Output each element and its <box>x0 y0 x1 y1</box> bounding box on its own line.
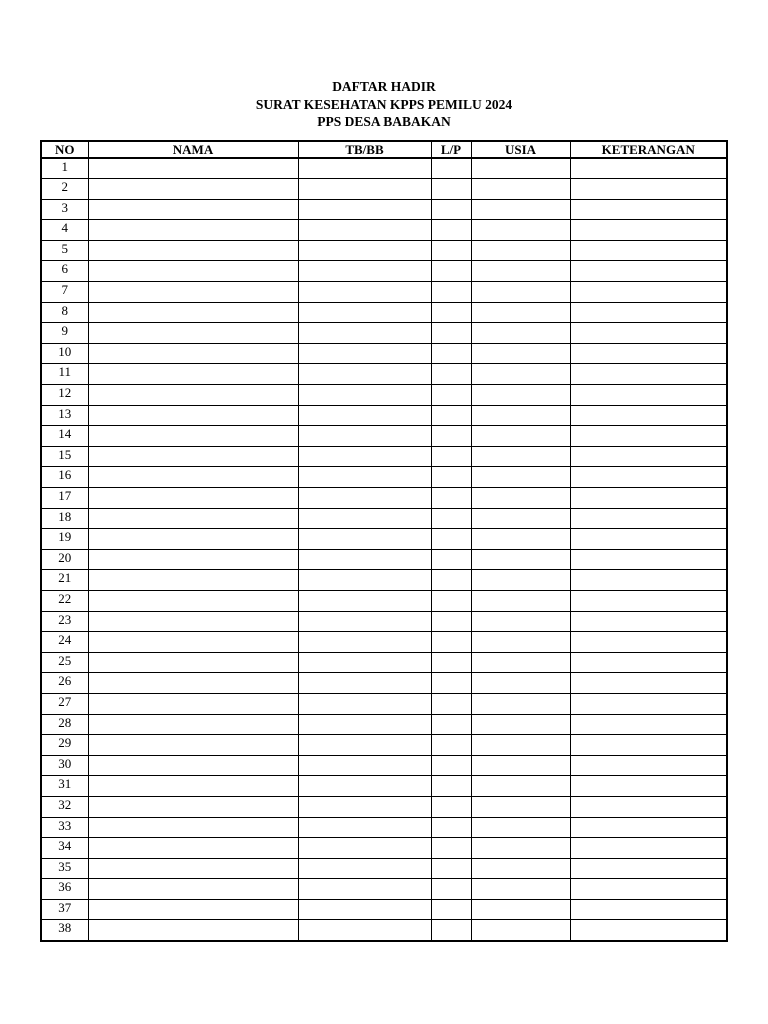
usia-cell <box>471 343 570 364</box>
l-p-cell <box>431 735 471 756</box>
l-p-cell <box>431 385 471 406</box>
usia-cell <box>471 549 570 570</box>
table-row <box>41 796 727 817</box>
keterangan-cell <box>570 508 727 529</box>
tb-bb-cell <box>298 755 431 776</box>
table-row <box>41 529 727 550</box>
table-row <box>41 158 727 179</box>
row-number: 5 <box>41 240 88 261</box>
usia-cell <box>471 755 570 776</box>
l-p-cell <box>431 529 471 550</box>
row-number: 29 <box>41 735 88 756</box>
l-p-cell <box>431 920 471 941</box>
nama-cell <box>88 158 298 179</box>
row-number: 6 <box>41 261 88 282</box>
nama-cell <box>88 179 298 200</box>
nama-cell <box>88 364 298 385</box>
row-number: 3 <box>41 199 88 220</box>
table-row <box>41 343 727 364</box>
row-number: 33 <box>41 817 88 838</box>
table-row <box>41 879 727 900</box>
l-p-cell <box>431 405 471 426</box>
table-row <box>41 426 727 447</box>
tb-bb-cell <box>298 879 431 900</box>
tb-bb-cell <box>298 673 431 694</box>
table-row <box>41 858 727 879</box>
table-row <box>41 240 727 261</box>
tb-bb-cell <box>298 590 431 611</box>
keterangan-cell <box>570 776 727 797</box>
keterangan-cell <box>570 570 727 591</box>
nama-cell <box>88 405 298 426</box>
row-number: 35 <box>41 858 88 879</box>
usia-cell <box>471 405 570 426</box>
table-row <box>41 220 727 241</box>
row-number: 9 <box>41 323 88 344</box>
table-row <box>41 735 727 756</box>
keterangan-cell <box>570 488 727 509</box>
nama-cell <box>88 302 298 323</box>
l-p-cell <box>431 282 471 303</box>
row-number: 4 <box>41 220 88 241</box>
tb-bb-cell <box>298 158 431 179</box>
keterangan-cell <box>570 158 727 179</box>
document-heading <box>0 78 768 131</box>
l-p-cell <box>431 488 471 509</box>
keterangan-cell <box>570 302 727 323</box>
l-p-cell <box>431 611 471 632</box>
usia-cell <box>471 899 570 920</box>
keterangan-cell <box>570 261 727 282</box>
tb-bb-cell <box>298 549 431 570</box>
l-p-cell <box>431 508 471 529</box>
usia-cell <box>471 220 570 241</box>
nama-cell <box>88 693 298 714</box>
nama-cell <box>88 282 298 303</box>
row-number: 37 <box>41 899 88 920</box>
table-row <box>41 282 727 303</box>
nama-cell <box>88 714 298 735</box>
l-p-cell <box>431 343 471 364</box>
table-row <box>41 508 727 529</box>
column-header-l-p: L/P <box>431 141 471 158</box>
table-row <box>41 364 727 385</box>
keterangan-cell <box>570 220 727 241</box>
usia-cell <box>471 508 570 529</box>
l-p-cell <box>431 302 471 323</box>
tb-bb-cell <box>298 899 431 920</box>
l-p-cell <box>431 240 471 261</box>
usia-cell <box>471 364 570 385</box>
table-row <box>41 755 727 776</box>
l-p-cell <box>431 590 471 611</box>
usia-cell <box>471 673 570 694</box>
l-p-cell <box>431 632 471 653</box>
row-number: 1 <box>41 158 88 179</box>
keterangan-cell <box>570 240 727 261</box>
nama-cell <box>88 899 298 920</box>
row-number: 14 <box>41 426 88 447</box>
column-header-tb-bb: TB/BB <box>298 141 431 158</box>
usia-cell <box>471 488 570 509</box>
tb-bb-cell <box>298 323 431 344</box>
table-row <box>41 776 727 797</box>
nama-cell <box>88 776 298 797</box>
tb-bb-cell <box>298 611 431 632</box>
keterangan-cell <box>570 199 727 220</box>
row-number: 26 <box>41 673 88 694</box>
table-row <box>41 817 727 838</box>
tb-bb-cell <box>298 508 431 529</box>
l-p-cell <box>431 158 471 179</box>
row-number: 32 <box>41 796 88 817</box>
usia-cell <box>471 611 570 632</box>
usia-cell <box>471 529 570 550</box>
l-p-cell <box>431 570 471 591</box>
keterangan-cell <box>570 796 727 817</box>
tb-bb-cell <box>298 529 431 550</box>
nama-cell <box>88 488 298 509</box>
l-p-cell <box>431 899 471 920</box>
row-number: 12 <box>41 385 88 406</box>
row-number: 24 <box>41 632 88 653</box>
table-row <box>41 179 727 200</box>
keterangan-cell <box>570 549 727 570</box>
row-number: 22 <box>41 590 88 611</box>
l-p-cell <box>431 714 471 735</box>
table-row <box>41 488 727 509</box>
row-number: 8 <box>41 302 88 323</box>
tb-bb-cell <box>298 735 431 756</box>
row-number: 34 <box>41 838 88 859</box>
l-p-cell <box>431 549 471 570</box>
l-p-cell <box>431 796 471 817</box>
table-header-row <box>41 141 727 158</box>
keterangan-cell <box>570 467 727 488</box>
tb-bb-cell <box>298 920 431 941</box>
nama-cell <box>88 611 298 632</box>
l-p-cell <box>431 261 471 282</box>
nama-cell <box>88 323 298 344</box>
tb-bb-cell <box>298 488 431 509</box>
tb-bb-cell <box>298 652 431 673</box>
keterangan-cell <box>570 364 727 385</box>
row-number: 30 <box>41 755 88 776</box>
nama-cell <box>88 508 298 529</box>
heading-location: PPS DESA BABAKAN <box>317 114 451 129</box>
usia-cell <box>471 776 570 797</box>
usia-cell <box>471 796 570 817</box>
nama-cell <box>88 549 298 570</box>
row-number: 38 <box>41 920 88 941</box>
tb-bb-cell <box>298 364 431 385</box>
keterangan-cell <box>570 632 727 653</box>
usia-cell <box>471 302 570 323</box>
tb-bb-cell <box>298 632 431 653</box>
usia-cell <box>471 446 570 467</box>
keterangan-cell <box>570 385 727 406</box>
usia-cell <box>471 817 570 838</box>
keterangan-cell <box>570 920 727 941</box>
usia-cell <box>471 179 570 200</box>
usia-cell <box>471 467 570 488</box>
row-number: 17 <box>41 488 88 509</box>
tb-bb-cell <box>298 776 431 797</box>
nama-cell <box>88 652 298 673</box>
l-p-cell <box>431 817 471 838</box>
usia-cell <box>471 323 570 344</box>
tb-bb-cell <box>298 179 431 200</box>
keterangan-cell <box>570 879 727 900</box>
nama-cell <box>88 920 298 941</box>
tb-bb-cell <box>298 693 431 714</box>
tb-bb-cell <box>298 796 431 817</box>
keterangan-cell <box>570 714 727 735</box>
keterangan-cell <box>570 343 727 364</box>
table-row <box>41 446 727 467</box>
nama-cell <box>88 632 298 653</box>
usia-cell <box>471 632 570 653</box>
keterangan-cell <box>570 529 727 550</box>
keterangan-cell <box>570 611 727 632</box>
l-p-cell <box>431 179 471 200</box>
usia-cell <box>471 158 570 179</box>
tb-bb-cell <box>298 385 431 406</box>
tb-bb-cell <box>298 817 431 838</box>
tb-bb-cell <box>298 302 431 323</box>
row-number: 31 <box>41 776 88 797</box>
row-number: 21 <box>41 570 88 591</box>
table-row <box>41 467 727 488</box>
table-row <box>41 549 727 570</box>
table-row <box>41 899 727 920</box>
table-row <box>41 590 727 611</box>
nama-cell <box>88 261 298 282</box>
usia-cell <box>471 735 570 756</box>
keterangan-cell <box>570 858 727 879</box>
attendance-table <box>40 140 728 942</box>
usia-cell <box>471 838 570 859</box>
row-number: 11 <box>41 364 88 385</box>
row-number: 7 <box>41 282 88 303</box>
usia-cell <box>471 385 570 406</box>
keterangan-cell <box>570 693 727 714</box>
row-number: 25 <box>41 652 88 673</box>
row-number: 16 <box>41 467 88 488</box>
tb-bb-cell <box>298 343 431 364</box>
usia-cell <box>471 858 570 879</box>
l-p-cell <box>431 858 471 879</box>
tb-bb-cell <box>298 467 431 488</box>
row-number: 13 <box>41 405 88 426</box>
row-number: 10 <box>41 343 88 364</box>
heading-subtitle: SURAT KESEHATAN KPPS PEMILU 2024 <box>255 96 513 112</box>
row-number: 36 <box>41 879 88 900</box>
tb-bb-cell <box>298 199 431 220</box>
table-row <box>41 405 727 426</box>
row-number: 28 <box>41 714 88 735</box>
row-number: 15 <box>41 446 88 467</box>
row-number: 27 <box>41 693 88 714</box>
usia-cell <box>471 879 570 900</box>
l-p-cell <box>431 220 471 241</box>
table-row <box>41 302 727 323</box>
nama-cell <box>88 343 298 364</box>
l-p-cell <box>431 652 471 673</box>
tb-bb-cell <box>298 714 431 735</box>
nama-cell <box>88 879 298 900</box>
table-row <box>41 652 727 673</box>
keterangan-cell <box>570 817 727 838</box>
nama-cell <box>88 529 298 550</box>
usia-cell <box>471 240 570 261</box>
table-row <box>41 323 727 344</box>
nama-cell <box>88 199 298 220</box>
l-p-cell <box>431 467 471 488</box>
keterangan-cell <box>570 899 727 920</box>
nama-cell <box>88 570 298 591</box>
l-p-cell <box>431 838 471 859</box>
usia-cell <box>471 714 570 735</box>
l-p-cell <box>431 673 471 694</box>
tb-bb-cell <box>298 570 431 591</box>
column-header-usia: USIA <box>471 141 570 158</box>
table-row <box>41 385 727 406</box>
table-body <box>41 158 727 941</box>
nama-cell <box>88 385 298 406</box>
tb-bb-cell <box>298 838 431 859</box>
row-number: 2 <box>41 179 88 200</box>
keterangan-cell <box>570 446 727 467</box>
nama-cell <box>88 838 298 859</box>
nama-cell <box>88 735 298 756</box>
keterangan-cell <box>570 179 727 200</box>
usia-cell <box>471 282 570 303</box>
table-row <box>41 611 727 632</box>
tb-bb-cell <box>298 240 431 261</box>
nama-cell <box>88 446 298 467</box>
l-p-cell <box>431 426 471 447</box>
l-p-cell <box>431 776 471 797</box>
tb-bb-cell <box>298 261 431 282</box>
usia-cell <box>471 920 570 941</box>
nama-cell <box>88 858 298 879</box>
keterangan-cell <box>570 282 727 303</box>
table-row <box>41 673 727 694</box>
l-p-cell <box>431 755 471 776</box>
keterangan-cell <box>570 838 727 859</box>
tb-bb-cell <box>298 446 431 467</box>
column-header-nama: NAMA <box>88 141 298 158</box>
keterangan-cell <box>570 652 727 673</box>
row-number: 20 <box>41 549 88 570</box>
table-row <box>41 570 727 591</box>
table-row <box>41 920 727 941</box>
usia-cell <box>471 693 570 714</box>
l-p-cell <box>431 446 471 467</box>
table-row <box>41 838 727 859</box>
heading-title: DAFTAR HADIR <box>332 79 436 94</box>
keterangan-cell <box>570 673 727 694</box>
nama-cell <box>88 240 298 261</box>
usia-cell <box>471 570 570 591</box>
tb-bb-cell <box>298 282 431 303</box>
usia-cell <box>471 590 570 611</box>
column-header-no: NO <box>41 141 88 158</box>
nama-cell <box>88 426 298 447</box>
usia-cell <box>471 652 570 673</box>
table-row <box>41 199 727 220</box>
usia-cell <box>471 426 570 447</box>
keterangan-cell <box>570 590 727 611</box>
row-number: 23 <box>41 611 88 632</box>
tb-bb-cell <box>298 405 431 426</box>
l-p-cell <box>431 199 471 220</box>
table-row <box>41 261 727 282</box>
usia-cell <box>471 199 570 220</box>
keterangan-cell <box>570 405 727 426</box>
keterangan-cell <box>570 735 727 756</box>
l-p-cell <box>431 879 471 900</box>
tb-bb-cell <box>298 220 431 241</box>
keterangan-cell <box>570 755 727 776</box>
column-header-keterangan: KETERANGAN <box>570 141 727 158</box>
row-number: 18 <box>41 508 88 529</box>
l-p-cell <box>431 364 471 385</box>
tb-bb-cell <box>298 858 431 879</box>
table-row <box>41 632 727 653</box>
l-p-cell <box>431 323 471 344</box>
nama-cell <box>88 467 298 488</box>
tb-bb-cell <box>298 426 431 447</box>
table-row <box>41 714 727 735</box>
keterangan-cell <box>570 323 727 344</box>
keterangan-cell <box>570 426 727 447</box>
nama-cell <box>88 220 298 241</box>
row-number: 19 <box>41 529 88 550</box>
nama-cell <box>88 817 298 838</box>
table-row <box>41 693 727 714</box>
nama-cell <box>88 673 298 694</box>
nama-cell <box>88 755 298 776</box>
usia-cell <box>471 261 570 282</box>
nama-cell <box>88 796 298 817</box>
nama-cell <box>88 590 298 611</box>
l-p-cell <box>431 693 471 714</box>
